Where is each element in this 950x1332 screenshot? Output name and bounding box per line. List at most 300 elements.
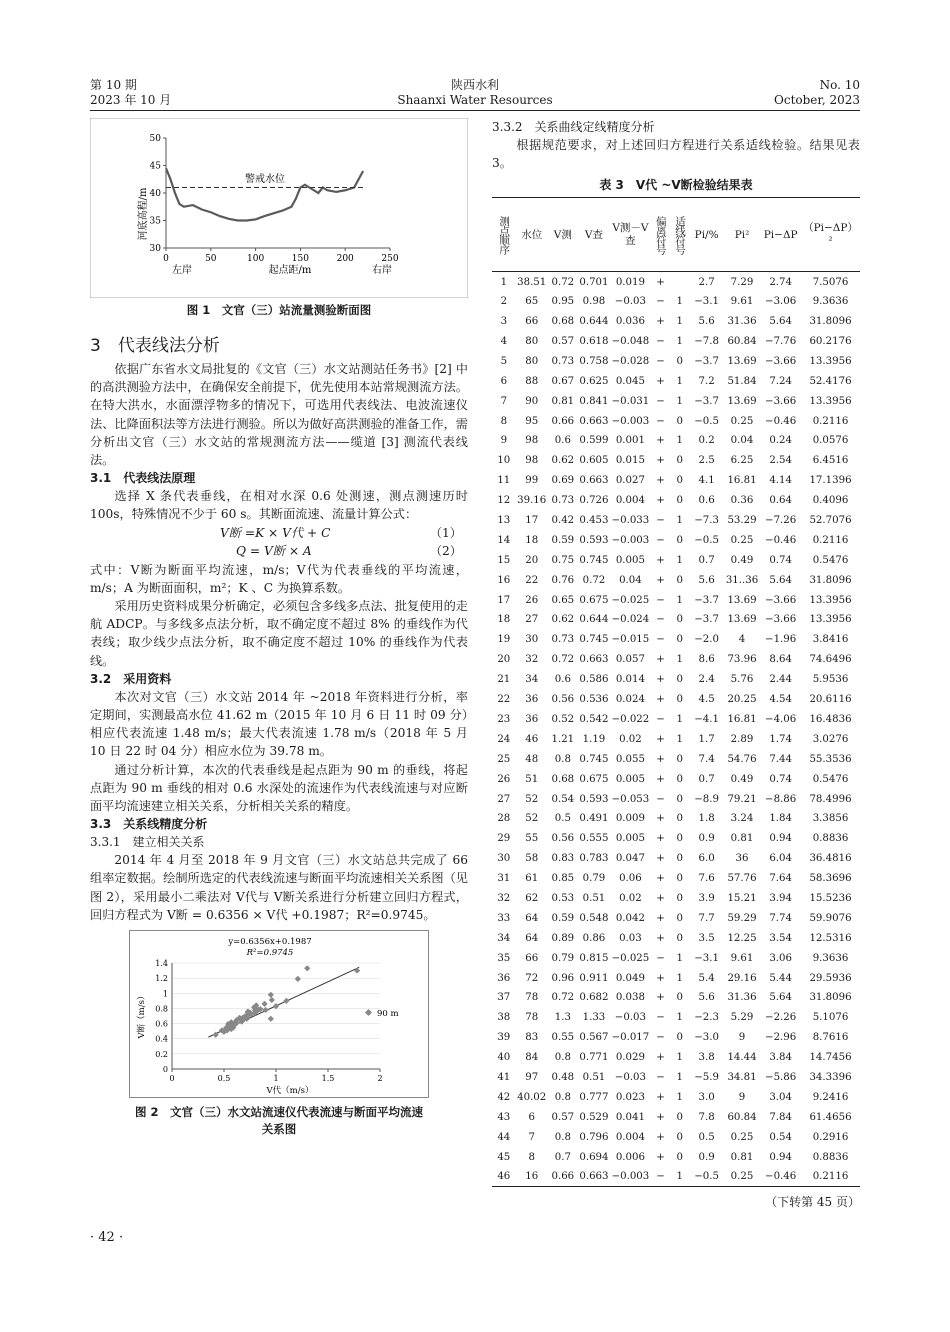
table-cell: 0.694 xyxy=(579,1151,609,1163)
table-cell: 0.25 xyxy=(730,534,754,546)
table-cell: 13.69 xyxy=(727,355,757,367)
table-cell: −0.5 xyxy=(689,1167,723,1187)
table-cell: 36 xyxy=(525,713,539,725)
table-cell: 10 xyxy=(497,455,511,467)
table-cell: 0.25 xyxy=(730,415,754,427)
right-column xyxy=(492,118,860,1210)
table-cell: 17.1396 xyxy=(809,475,852,487)
x-tick-label: 150 xyxy=(291,254,309,264)
table-cell: 41 xyxy=(497,1071,511,1083)
table-cell: 0 xyxy=(676,614,684,626)
table-cell: − xyxy=(656,515,665,527)
table-cell: 37 xyxy=(497,992,511,1004)
table-cell: + xyxy=(656,574,665,586)
table-row xyxy=(492,391,860,411)
table-cell: + xyxy=(656,495,665,507)
section-3-3-2-title: 3.3.2 关系曲线定线精度分析 xyxy=(492,120,655,134)
table-cell: 12.25 xyxy=(727,932,757,944)
table-cell: 55 xyxy=(525,833,539,845)
table-cell: 0.49 xyxy=(730,773,754,785)
formula-2-expr: Q = V断 × A xyxy=(236,544,312,559)
table-cell: 0.491 xyxy=(579,813,609,825)
table-cell: 78.4996 xyxy=(809,793,852,805)
table-cell: 13.3956 xyxy=(809,355,852,367)
table-cell: 51.84 xyxy=(727,375,757,387)
x-tick-label: 0 xyxy=(163,254,169,264)
table-cell: 0.85 xyxy=(551,873,575,885)
table-cell: 0.029 xyxy=(615,1052,645,1064)
table-cell: 1 xyxy=(676,395,684,407)
table-cell: 0.009 xyxy=(615,813,645,825)
table-cell: 0 xyxy=(676,1151,684,1163)
table-cell: 29.5936 xyxy=(809,972,852,984)
x-tick-label: 50 xyxy=(205,254,217,264)
table-cell: −1.96 xyxy=(765,634,797,646)
table-cell: 62 xyxy=(525,892,539,904)
table-cell: 0.64 xyxy=(769,495,792,507)
table-cell: 0.5476 xyxy=(812,554,849,566)
table-cell: − xyxy=(651,1167,670,1187)
table-cell: −2.26 xyxy=(765,1012,797,1024)
table-cell: 3.9 xyxy=(698,892,715,904)
table-row xyxy=(492,312,860,332)
section-3-2-para-2: 通过分析计算，本次的代表垂线是起点距为 90 m 的垂线，将起点距为 90 m 垂线的相对 0.6 水深处的流速作为代表线流速与对应断面平均流速建立相关关系，分析相关关系的精度。 xyxy=(90,762,468,814)
y-axis-label: V断（m/s） xyxy=(137,991,147,1039)
table-cell: 7.2 xyxy=(698,375,715,387)
table-cell: 0.701 xyxy=(579,276,609,288)
table-header-cell: 测点顺序 xyxy=(492,198,516,272)
table-row xyxy=(492,1068,860,1088)
table-cell: 0.2116 xyxy=(801,1167,860,1187)
table-cell: 48 xyxy=(525,753,539,765)
table-cell: 51 xyxy=(525,773,539,785)
table-cell: 17 xyxy=(497,594,511,606)
table-cell: 0.014 xyxy=(615,674,645,686)
table-cell: + xyxy=(656,813,665,825)
table-cell: 0.2116 xyxy=(812,415,849,427)
table-cell: 17 xyxy=(525,515,539,527)
table-cell: 0 xyxy=(676,1111,684,1123)
table-cell: 0.04 xyxy=(730,435,754,447)
table-cell: −3.66 xyxy=(765,594,797,606)
table-cell: 0.73 xyxy=(551,355,575,367)
table-cell: 0.74 xyxy=(769,554,792,566)
table-cell: 97 xyxy=(525,1071,539,1083)
section-3-1-para-2: 式中：V断为断面平均流速，m/s；V代为代表垂线的平均流速，m/s；A 为断面面积，m²；K 、C 为换算系数。 xyxy=(90,562,468,595)
x-tick-label: 250 xyxy=(381,254,399,264)
table-cell: 0 xyxy=(676,455,684,467)
table-cell: 0.73 xyxy=(551,495,575,507)
table-cell: 0.25 xyxy=(730,1131,754,1143)
table-cell: 1.8 xyxy=(698,813,715,825)
table-cell: −7.3 xyxy=(694,515,719,527)
y-tick-label: 1 xyxy=(162,989,168,999)
journal-title xyxy=(360,78,590,108)
table-cell: 5.64 xyxy=(769,574,792,586)
table-cell: 0 xyxy=(676,355,684,367)
table-cell: 0.5 xyxy=(554,813,571,825)
table-cell: 0.04 xyxy=(619,574,642,586)
table-cell: 0 xyxy=(676,992,684,1004)
table-row xyxy=(492,889,860,909)
table-cell: + xyxy=(656,853,665,865)
table-cell: 0.24 xyxy=(769,435,792,447)
table-cell: 90 xyxy=(525,395,539,407)
table-row xyxy=(492,610,860,630)
table-cell: 0.536 xyxy=(579,694,609,706)
table-row xyxy=(492,411,860,431)
table-cell: 0.55 xyxy=(551,1032,575,1044)
table-cell: 78 xyxy=(525,1012,539,1024)
table-cell: −3.7 xyxy=(694,594,719,606)
table-cell: 0 xyxy=(676,1032,684,1044)
figure-1-caption: 图 1 文官（三）站流量测验断面图 xyxy=(186,303,372,317)
x-axis-label: V代（m/s） xyxy=(266,1086,314,1097)
table-cell: 9.3636 xyxy=(812,952,849,964)
table-cell: 0.95 xyxy=(551,296,575,308)
table-cell: 0.68 xyxy=(551,773,575,785)
table-cell: 0 xyxy=(676,873,684,885)
table-cell: −4.06 xyxy=(765,713,797,725)
table-cell: 20 xyxy=(497,654,511,666)
table-cell: 14 xyxy=(497,534,511,546)
table-cell: −3.7 xyxy=(694,355,719,367)
table-cell: 0.96 xyxy=(551,972,575,984)
table-cell: 72 xyxy=(525,972,539,984)
table-cell: −7.8 xyxy=(694,336,719,348)
table-cell: 0.796 xyxy=(579,1131,609,1143)
table-row xyxy=(492,789,860,809)
table-cell: 58.3696 xyxy=(809,873,852,885)
table-cell: 5.44 xyxy=(769,972,792,984)
table-cell: 0.48 xyxy=(551,1071,575,1083)
table-cell: 3.8416 xyxy=(812,634,849,646)
table-cell: 44 xyxy=(497,1131,511,1143)
table-cell: 0.54 xyxy=(551,793,575,805)
table-cell: −3.7 xyxy=(694,614,719,626)
table-cell: 0.055 xyxy=(615,753,645,765)
y-tick-label: 45 xyxy=(149,161,161,172)
table-cell: 7.5076 xyxy=(812,276,849,288)
table-cell: + xyxy=(656,992,665,1004)
table-body xyxy=(492,272,860,1187)
table-cell: 0 xyxy=(676,674,684,686)
table-cell: −0.033 xyxy=(611,515,650,527)
table-cell: 0.7 xyxy=(698,554,715,566)
table-cell: −0.025 xyxy=(611,594,650,606)
table-cell: −7.76 xyxy=(765,336,797,348)
table-cell: 18 xyxy=(525,534,539,546)
table-cell: 0.045 xyxy=(615,375,645,387)
table-cell: 0 xyxy=(676,912,684,924)
table-cell: 31 xyxy=(497,873,511,885)
table-cell: 0.024 xyxy=(615,694,645,706)
table-cell: 0.663 xyxy=(579,415,609,427)
table-cell: −0.003 xyxy=(611,534,650,546)
table-cell: 31.8096 xyxy=(809,316,852,328)
data-point xyxy=(354,968,360,974)
regression-r2: R²=0.9745 xyxy=(246,948,294,959)
table-cell: −0.015 xyxy=(611,634,650,646)
table-cell: 11 xyxy=(497,475,511,487)
legend-label: 90 m xyxy=(377,1009,399,1020)
table-cell: −3.1 xyxy=(694,952,719,964)
table-header-cell: Pi/% xyxy=(689,198,723,272)
table-cell: 36 xyxy=(497,972,511,984)
table-cell: 40.02 xyxy=(517,1091,547,1103)
table-cell: 4 xyxy=(500,336,508,348)
table-cell: 31.8096 xyxy=(809,992,852,1004)
table-cell: 13.3956 xyxy=(809,395,852,407)
issue-date: 2023 年 10 月 xyxy=(90,93,172,107)
table-cell: 16.4836 xyxy=(809,713,852,725)
table-cell: 3.94 xyxy=(769,892,792,904)
table-cell: 0.777 xyxy=(579,1091,609,1103)
table-cell: 1.74 xyxy=(769,733,792,745)
table-cell: −3.06 xyxy=(765,296,797,308)
table-cell: 12.5316 xyxy=(809,932,852,944)
table-cell: 36 xyxy=(525,694,539,706)
table-cell: 0.36 xyxy=(730,495,754,507)
table-cell: 13.3956 xyxy=(809,614,852,626)
table-cell: 46 xyxy=(492,1167,516,1187)
table-cell: 15 xyxy=(497,554,511,566)
table-cell: 14.7456 xyxy=(809,1052,852,1064)
table-cell: −0.03 xyxy=(614,296,647,308)
table-cell: 0.59 xyxy=(551,912,575,924)
table-cell: 1 xyxy=(676,316,684,328)
table-row xyxy=(492,1107,860,1127)
table-cell: 73.96 xyxy=(727,654,757,666)
table-row xyxy=(492,1127,860,1147)
table-cell: 59.9076 xyxy=(809,912,852,924)
table-cell: 0.57 xyxy=(551,336,575,348)
table-cell: 13.3956 xyxy=(809,594,852,606)
table-header-cell: 偏离符号 xyxy=(651,198,670,272)
table-cell: 15.5236 xyxy=(809,892,852,904)
table-row xyxy=(492,988,860,1008)
table-cell: 0.682 xyxy=(579,992,609,1004)
table-row xyxy=(492,849,860,869)
table-cell: 26 xyxy=(497,773,511,785)
table-cell: 6.4516 xyxy=(812,455,849,467)
table-cell: 0.49 xyxy=(730,554,754,566)
right-bank-label: 右岸 xyxy=(372,265,392,276)
table-cell: 6.0 xyxy=(698,853,715,865)
table-cell: −0.031 xyxy=(611,395,650,407)
table-row xyxy=(492,590,860,610)
table-cell: − xyxy=(656,296,665,308)
table-cell: 1 xyxy=(676,713,684,725)
table-cell: 0.8 xyxy=(554,1131,571,1143)
table-cell: + xyxy=(656,316,665,328)
table-cell: 0 xyxy=(676,932,684,944)
table-cell: + xyxy=(656,1111,665,1123)
table-cell: 34 xyxy=(525,674,539,686)
table-cell: − xyxy=(656,793,665,805)
table-cell: 78 xyxy=(525,992,539,1004)
table-cell: −0.5 xyxy=(694,415,719,427)
table-cell: 1.21 xyxy=(551,733,575,745)
table-cell: 0.027 xyxy=(615,475,645,487)
regression-chart xyxy=(130,931,428,1097)
table-cell: 61.4656 xyxy=(809,1111,852,1123)
x-tick-label: 0 xyxy=(169,1074,175,1084)
table-cell: 0.0576 xyxy=(812,435,849,447)
table-cell: 0.66 xyxy=(551,415,575,427)
table-cell: + xyxy=(656,892,665,904)
table-cell: 0.81 xyxy=(551,395,575,407)
table-cell: 0.745 xyxy=(579,554,609,566)
table-cell: 1.3 xyxy=(554,1012,571,1024)
table-cell: 5.64 xyxy=(769,992,792,1004)
table-cell: 53.29 xyxy=(727,515,757,527)
table-cell: − xyxy=(656,713,665,725)
table-cell: 3.0276 xyxy=(812,733,849,745)
table-cell: −3.0 xyxy=(694,1032,719,1044)
table-cell: 9 xyxy=(738,1091,746,1103)
table-cell: 0.69 xyxy=(551,475,575,487)
table-cell: 22 xyxy=(525,574,539,586)
table-cell: 0.745 xyxy=(579,753,609,765)
x-tick-label: 2 xyxy=(377,1074,383,1084)
table-cell: 5.64 xyxy=(769,316,792,328)
x-tick-label: 200 xyxy=(336,254,354,264)
table-cell: 0.567 xyxy=(579,1032,609,1044)
table-cell: 65 xyxy=(525,296,539,308)
table-cell: 0.542 xyxy=(579,713,609,725)
table-row xyxy=(492,968,860,988)
table-cell: 99 xyxy=(525,475,539,487)
table-cell: 0.663 xyxy=(579,475,609,487)
table-row xyxy=(492,670,860,690)
table-cell: 7 xyxy=(500,395,508,407)
table-cell: 34.81 xyxy=(727,1071,757,1083)
table-cell: 9.61 xyxy=(730,952,754,964)
table-cell: 0.023 xyxy=(615,1091,645,1103)
table-header-cell: 适线符号 xyxy=(670,198,689,272)
table-cell: 95 xyxy=(525,415,539,427)
table-cell: 0.56 xyxy=(551,833,575,845)
x-axis-label: 起点距/m xyxy=(268,265,312,276)
table-cell: 0.599 xyxy=(579,435,609,447)
table-cell: 4.1 xyxy=(698,475,715,487)
table-row xyxy=(492,1008,860,1028)
section-3-1-title: 3.1 代表线法原理 xyxy=(90,471,196,486)
table-cell: 0.783 xyxy=(579,853,609,865)
table-cell: 18 xyxy=(497,614,511,626)
table-cell: 7.74 xyxy=(769,912,792,924)
legend-marker xyxy=(365,1009,372,1016)
table-cell: 0.663 xyxy=(578,1167,610,1187)
data-point xyxy=(269,997,275,1003)
table-cell: −0.024 xyxy=(611,614,650,626)
table-cell: 4.14 xyxy=(769,475,792,487)
y-tick-label: 0.6 xyxy=(155,1019,168,1029)
table-row xyxy=(492,829,860,849)
table-cell: 30 xyxy=(497,853,511,865)
table-cell: 13.69 xyxy=(727,395,757,407)
table-cell: 5.6 xyxy=(698,992,715,1004)
x-tick-label: 1.5 xyxy=(321,1074,335,1084)
table-cell: 0.94 xyxy=(769,833,792,845)
table-cell: 0.72 xyxy=(551,276,575,288)
table-cell: + xyxy=(656,733,665,745)
table-cell: 0.2916 xyxy=(812,1131,849,1143)
table-cell: 0.042 xyxy=(615,912,645,924)
table-cell: 5.76 xyxy=(730,674,754,686)
table-cell: 0.51 xyxy=(582,892,606,904)
table-cell: 43 xyxy=(497,1111,511,1123)
table-cell: 5.9536 xyxy=(812,674,849,686)
table-cell: 2.54 xyxy=(769,455,792,467)
table-row xyxy=(492,530,860,550)
data-point xyxy=(268,992,274,998)
table-cell: 1 xyxy=(676,1012,684,1024)
table-row xyxy=(492,630,860,650)
table-cell: 20 xyxy=(525,554,539,566)
table-cell: + xyxy=(656,1052,665,1064)
table-row xyxy=(492,1147,860,1167)
table-cell: − xyxy=(656,1071,665,1083)
figure-2-caption-line-2: 关系图 xyxy=(261,1122,297,1137)
table-row xyxy=(492,1087,860,1107)
table-cell: 0.758 xyxy=(579,355,609,367)
table-cell: 0.593 xyxy=(579,793,609,805)
table-cell: 21 xyxy=(497,674,511,686)
table-cell: 1 xyxy=(676,375,684,387)
table-cell: 5.6 xyxy=(698,574,715,586)
section-3-title: 3 代表线法分析 xyxy=(90,336,220,356)
table-cell: − xyxy=(656,415,665,427)
table-cell: 1.33 xyxy=(582,1012,606,1024)
data-point xyxy=(283,998,289,1004)
table-cell: 23 xyxy=(497,713,511,725)
table-cell: + xyxy=(656,1151,665,1163)
table-cell: 98 xyxy=(525,455,539,467)
table-cell: 0.83 xyxy=(551,853,575,865)
table-row xyxy=(492,809,860,829)
x-tick-label: 0.5 xyxy=(217,1074,231,1084)
table-cell: −0.017 xyxy=(611,1032,650,1044)
table-cell: 0.586 xyxy=(579,674,609,686)
table-cell: 79.21 xyxy=(727,793,757,805)
table-3 xyxy=(492,197,860,1187)
table-cell: 0.593 xyxy=(579,534,609,546)
table-cell: 24 xyxy=(497,733,511,745)
table-cell: 39 xyxy=(497,1032,511,1044)
table-cell: 0.6 xyxy=(554,674,571,686)
table-cell: + xyxy=(656,833,665,845)
table-cell: 57.76 xyxy=(727,873,757,885)
table-cell: 0.62 xyxy=(551,614,575,626)
table-cell: 0 xyxy=(676,634,684,646)
table-cell: 84 xyxy=(525,1052,539,1064)
table-cell: − xyxy=(656,614,665,626)
table-cell: −0.022 xyxy=(611,713,650,725)
table-cell: + xyxy=(656,932,665,944)
table-cell: 0.72 xyxy=(551,654,575,666)
table-cell: + xyxy=(656,435,665,447)
table-cell: 1.7 xyxy=(698,733,715,745)
table-row xyxy=(492,869,860,889)
table-cell: + xyxy=(656,654,665,666)
table-cell: 5.1076 xyxy=(812,1012,849,1024)
table-cell: 2.5 xyxy=(698,455,715,467)
table-header-row xyxy=(492,198,860,272)
cross-section-chart xyxy=(90,118,468,298)
left-bank-label: 左岸 xyxy=(172,265,192,276)
